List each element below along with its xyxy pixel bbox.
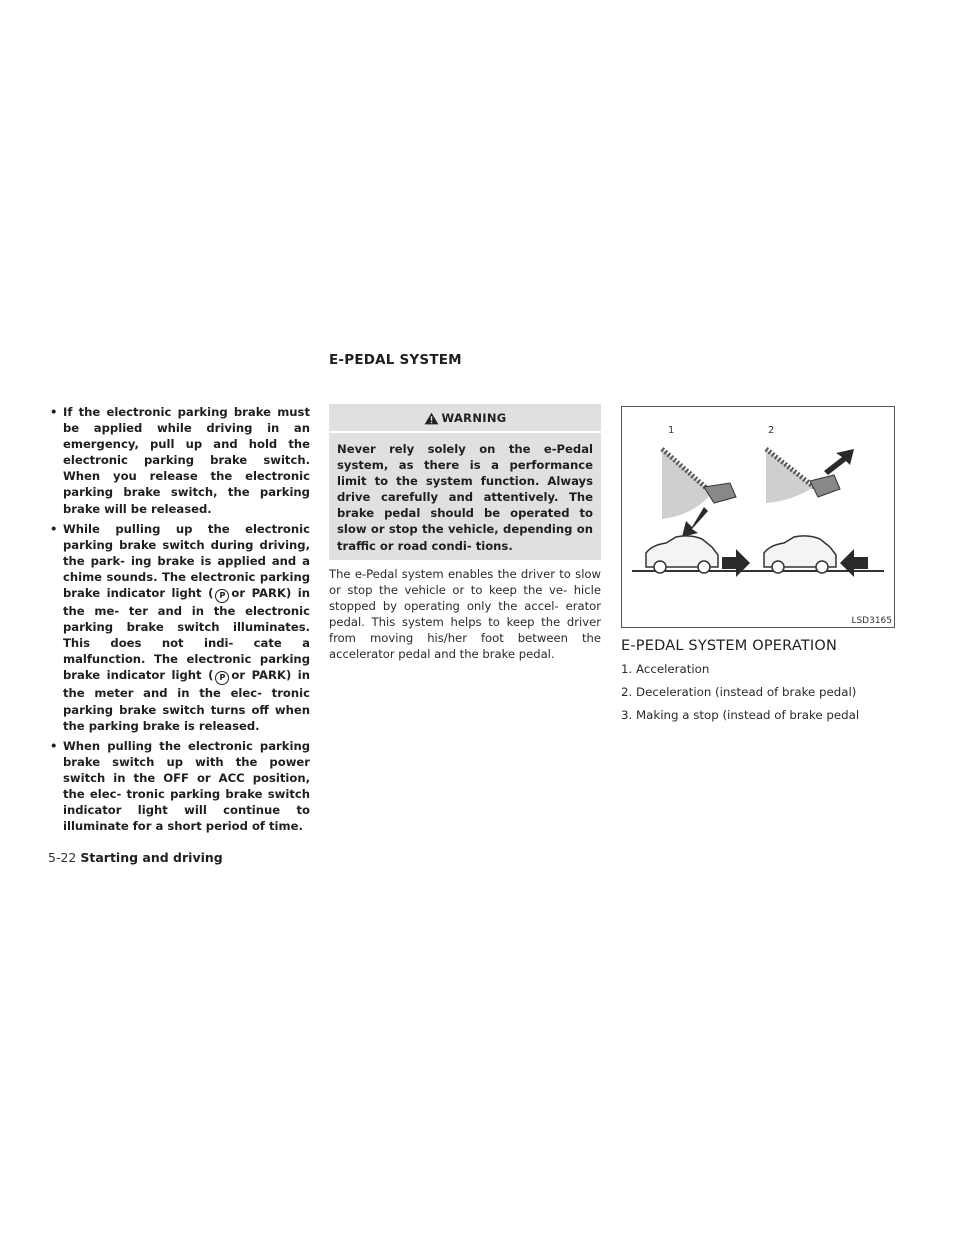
foot-1 (704, 483, 736, 503)
left-column (48, 404, 310, 838)
operation-subheading: E-PEDAL SYSTEM OPERATION (621, 638, 838, 654)
e-pedal-diagram (622, 407, 894, 627)
middle-column (329, 404, 601, 662)
bullet-item (48, 521, 310, 734)
up-arrow-icon (824, 449, 854, 475)
parking-brake-indicator-icon: P (215, 589, 229, 603)
warning-header (329, 404, 601, 433)
wheel-icon (816, 561, 828, 573)
warning-box (329, 404, 601, 560)
figure-label-1: 1 (668, 425, 675, 436)
bullet-text-part: or PARK) in the me- ter and in the electronic parking brake switch illuminates. This does not indi- cate a malfunction. The electronic parking brake indicator light ( (63, 586, 310, 683)
page-number: 5-22 (48, 850, 77, 865)
warning-triangle-icon (424, 412, 439, 425)
list-item: 1. Acceleration (621, 662, 710, 676)
list-item: 2. Deceleration (instead of brake pedal) (621, 685, 857, 699)
pedal-travel-2 (766, 449, 814, 503)
bullet-text-part: or PARK) in the meter and in the elec- tronic parking brake switch turns off when the parking brake is released. (63, 668, 310, 733)
foot-2 (810, 475, 840, 497)
backward-arrow-icon (840, 549, 868, 577)
wheel-icon (698, 561, 710, 573)
wheel-icon (654, 561, 666, 573)
bullet-text-part: While pulling up the electronic parking brake switch during driving, the park- ing brake is applied and a chime sounds. The electronic parking brake indicator light ( (63, 521, 310, 601)
e-pedal-illustration (621, 406, 895, 628)
bullet-item: • When pulling the electronic parking brake switch up with the power switch in the OFF or ACC position, the elec- tronic parking brake switch indicator light will continue to illuminate for a short period of time. (48, 738, 310, 835)
chapter-title: Starting and driving (80, 850, 223, 865)
parking-brake-indicator-icon: P (215, 671, 229, 685)
warning-title: WARNING (441, 411, 507, 425)
body-paragraph: The e-Pedal system enables the driver to slow or stop the vehicle or to keep the ve- hicle stopped by operating only the accel- erator pedal. This system helps to keep the driver from moving his/her foot between the accelerator pedal and the brake pedal. (329, 566, 601, 662)
wheel-icon (772, 561, 784, 573)
section-title: E-PEDAL SYSTEM (329, 352, 462, 368)
forward-arrow-icon (722, 549, 750, 577)
list-item: 3. Making a stop (instead of brake pedal (621, 708, 860, 722)
figure-code: LSD3165 (851, 616, 892, 626)
bullet-item: • If the electronic parking brake must be applied while driving in an emergency, pull up and hold the electronic parking brake switch. When you release the electronic parking brake switch, the parking brake will be released. (48, 404, 310, 517)
warning-text: Never rely solely on the e-Pedal system, as there is a performance limit to the system function. Always drive carefully and attentively. The brake pedal should be operated to slow or stop the vehicle, depending on traffic or road condi- tions. (337, 442, 593, 553)
figure-label-2: 2 (768, 425, 775, 436)
right-column (621, 406, 895, 723)
page-footer (48, 850, 223, 865)
